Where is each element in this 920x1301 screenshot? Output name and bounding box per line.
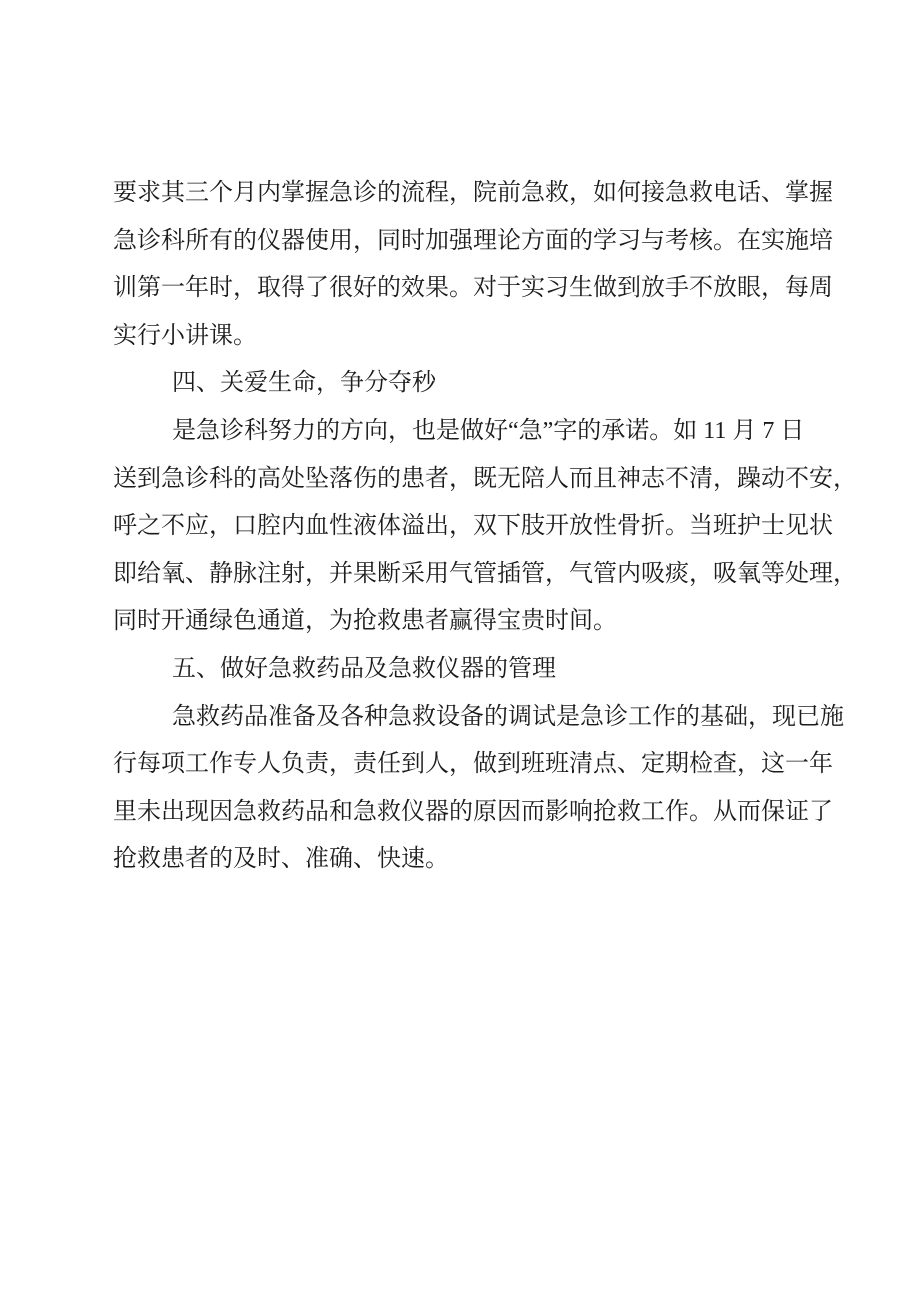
- text-line: 要求其三个月内掌握急诊的流程，院前急救，如何接急救电话、掌握: [113, 180, 833, 206]
- text-line: 实行小讲课。: [113, 322, 257, 349]
- heading-line: 五、做好急救药品及急救仪器的管理: [172, 655, 556, 682]
- body-paragraph: [113, 170, 853, 360]
- text-line: 训第一年时，取得了很好的效果。对于实习生做到放手不放眼，每周: [113, 275, 833, 302]
- text-line: 同时开通绿色通道，为抢救患者赢得宝贵时间。: [113, 608, 617, 635]
- text-line: 抢救患者的及时、准确、快速。: [113, 846, 449, 873]
- text-line: 即给氧、静脉注射，并果断采用气管插管，气管内吸痰，吸氧等处理，: [113, 560, 857, 587]
- text-line: 是急诊科努力的方向，也是做好“急”字的承诺。如 11 月 7 日: [172, 417, 805, 444]
- text-line: 里未出现因急救药品和急救仪器的原因而影响抢救工作。从而保证了: [113, 798, 833, 825]
- text-line: 送到急诊科的高处坠落伤的患者，既无陪人而且神志不清，躁动不安，: [113, 465, 857, 492]
- section-heading: [113, 360, 853, 408]
- heading-line: 四、关爱生命，争分夺秒: [172, 370, 436, 397]
- text-line: 呼之不应，口腔内血性液体溢出，双下肢开放性骨折。当班护士见状: [113, 513, 833, 540]
- text-line: 急诊科所有的仪器使用，同时加强理论方面的学习与考核。在实施培: [113, 227, 833, 254]
- text-line: 急救药品准备及各种急救设备的调试是急诊工作的基础，现已施: [172, 703, 844, 730]
- body-paragraph: [113, 694, 853, 884]
- body-paragraph: [113, 408, 857, 646]
- text-line: 行每项工作专人负责，责任到人，做到班班清点、定期检查，这一年: [113, 751, 833, 778]
- document-text-block: [113, 170, 857, 884]
- section-heading: [113, 646, 853, 694]
